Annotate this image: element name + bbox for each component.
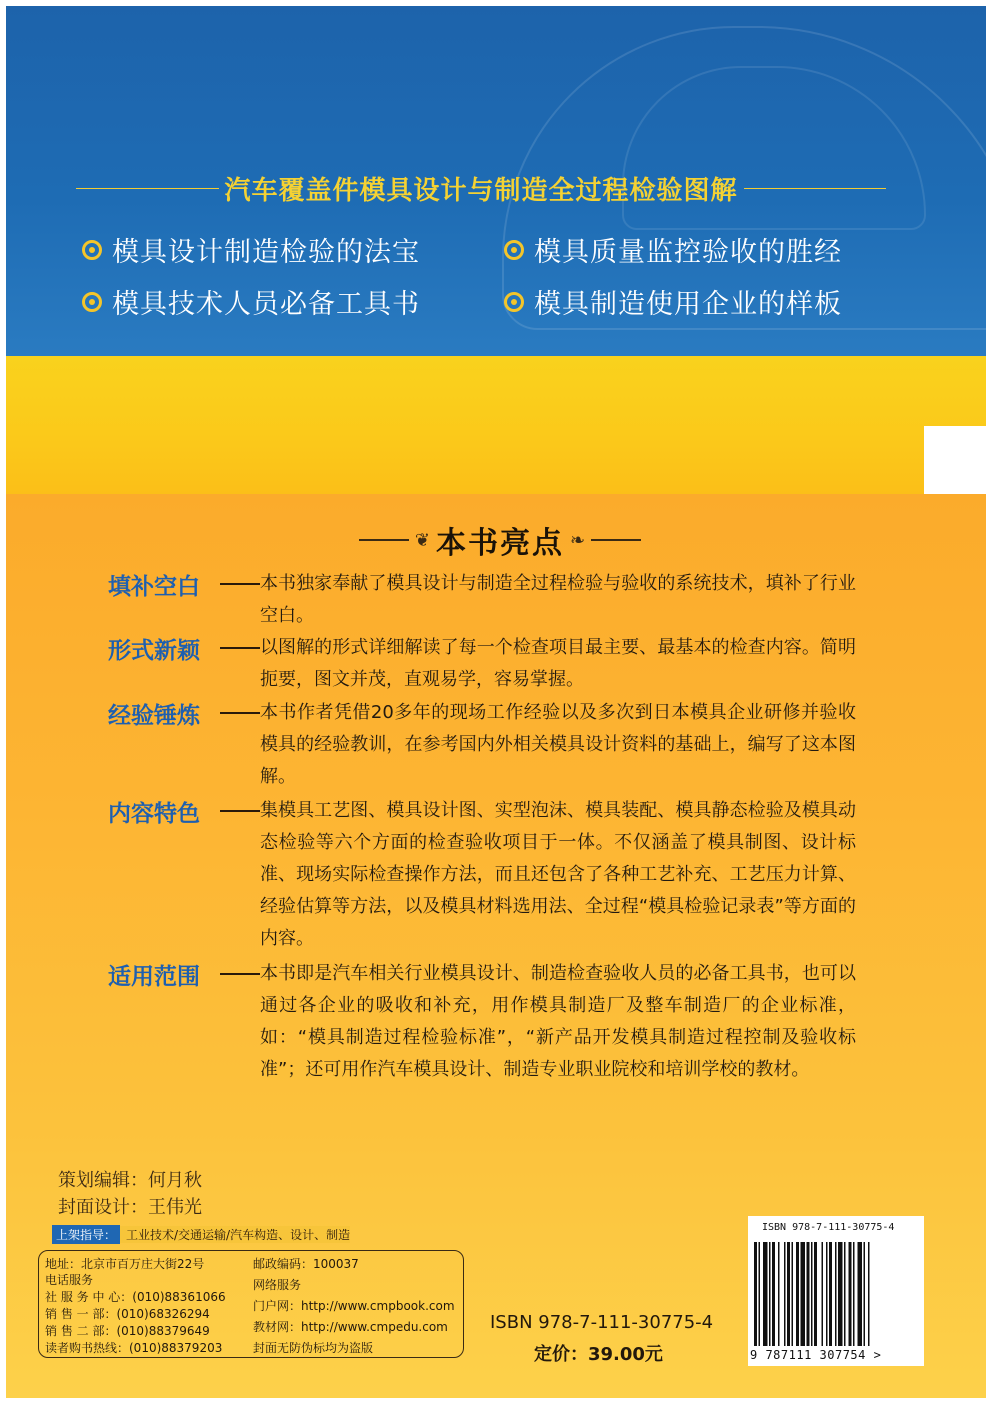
tagline-text: 汽车覆盖件模具设计与制造全过程检验图解: [224, 175, 738, 206]
feature-body: 本书作者凭借20多年的现场工作经验以及多次到日本模具企业研修并验收模具的经验教训，在参考国内外相关模具设计资料的基础上，编写了这本图解。: [260, 702, 856, 787]
slogan-text: 模具质量监控验收的胜经: [534, 237, 842, 268]
tagline-rule-right: [744, 188, 887, 189]
feature-heading: 填补空白: [108, 574, 200, 600]
feature-heading: 内容特色: [108, 801, 200, 827]
barcode-bar: [759, 1242, 761, 1346]
barcode-bar: [778, 1242, 780, 1346]
barcode-bar: [835, 1242, 837, 1346]
feature-heading: 形式新颖: [108, 638, 200, 664]
slogan-text: 模具设计制造检验的法宝: [112, 237, 420, 268]
feature-dash: [220, 712, 260, 714]
barcode-bar: [853, 1242, 855, 1346]
highlights-title: 本书亮点: [436, 526, 564, 561]
barcode-graphic: [754, 1242, 918, 1346]
slogan-item: [82, 282, 420, 321]
feature-dash: [220, 810, 260, 812]
feature-block: [108, 697, 858, 795]
slogan-item: [82, 230, 420, 269]
feature-body: 本书即是汽车相关行业模具设计、制造检查验收人员的必备工具书，也可以通过各企业的吸收和补充，用作模具制造厂及整车制造厂的企业标准，如：“模具制造过程检验标准”，“新产品开发模具制造过程控制及验收标准”；还可用作汽车模具设计、制造专业职业院校和培训学校的教材。: [260, 963, 856, 1080]
barcode-bar: [763, 1242, 768, 1346]
barcode-panel: [748, 1216, 924, 1366]
shelf-guide-label: 上架指导：: [52, 1225, 120, 1244]
price-text: 定价：39.00元: [534, 1344, 663, 1365]
barcode-digits: 9 787111 307754 >: [750, 1348, 882, 1362]
address-text: 地址：北京市百万庄大街22号: [45, 1257, 205, 1271]
ornament-left-icon: ❦: [414, 529, 430, 551]
edu-url: 教材网：http://www.cmpedu.com: [253, 1320, 448, 1334]
feature-heading: 适用范围: [108, 964, 200, 990]
highlights-heading: [290, 520, 710, 560]
barcode-bar: [826, 1242, 828, 1346]
barcode-bar: [814, 1242, 817, 1346]
sales-dept-2-phone: 销 售 二 部：(010)88379649: [45, 1324, 210, 1338]
barcode-bar: [796, 1242, 799, 1346]
barcode-bar: [844, 1242, 846, 1346]
barcode-bar: [858, 1242, 863, 1346]
bullet-circle-icon: [82, 292, 102, 312]
feature-block: [108, 568, 858, 632]
barcode-bar: [784, 1242, 786, 1346]
feature-dash: [220, 583, 260, 585]
yellow-middle-band: [6, 356, 986, 494]
tagline-rule-left: [76, 188, 219, 189]
feature-heading: 经验锤炼: [108, 703, 200, 729]
barcode-bar: [849, 1242, 852, 1346]
barcode-bar: [792, 1242, 794, 1346]
cover-design-credit: 封面设计：王伟光: [58, 1197, 202, 1218]
slogan-text: 模具制造使用企业的样板: [534, 289, 842, 320]
series-tagline: [76, 168, 886, 208]
barcode-bar: [769, 1242, 771, 1346]
ornament-right-icon: ❧: [570, 529, 586, 551]
barcode-bar: [811, 1242, 813, 1346]
feature-block: [108, 795, 858, 955]
feature-block: [108, 958, 858, 1118]
barcode-isbn-label: ISBN 978-7-111-30775-4: [762, 1222, 895, 1233]
anti-counterfeit-note: 封面无防伪标均为盗版: [253, 1341, 374, 1355]
feature-block: [108, 632, 858, 696]
feature-body: 本书独家奉献了模具设计与制造全过程检验与验收的系统技术，填补了行业空白。: [260, 573, 856, 626]
feature-dash: [220, 647, 260, 649]
portal-url: 门户网：http://www.cmpbook.com: [253, 1299, 455, 1313]
barcode-bar: [829, 1242, 832, 1346]
barcode-bar: [772, 1242, 775, 1346]
barcode-bar: [838, 1242, 843, 1346]
isbn-text: ISBN 978-7-111-30775-4: [490, 1312, 714, 1333]
barcode-bar: [787, 1242, 790, 1346]
phone-service-label: 电话服务: [45, 1273, 94, 1287]
feature-body: 集模具工艺图、模具设计图、实型泡沫、模具装配、模具静态检验及模具动态检验等六个方面的检查验收项目于一体。不仅涵盖了模具制图、设计标准、现场实际检查操作方法，而且还包含了各种工艺补充、工艺压力计算、经验估算等方法，以及模具材料选用法、全过程“模具检验记录表”等方面的内容。: [260, 800, 856, 949]
slogan-text: 模具技术人员必备工具书: [112, 289, 420, 320]
slogan-item: [504, 230, 842, 269]
shelf-guide-categories: 工业技术/交通运输/汽车构造、设计、制造: [120, 1226, 350, 1243]
bullet-circle-icon: [504, 292, 524, 312]
feature-body: 以图解的形式详细解读了每一个检查项目最主要、最基本的检查内容。简明扼要，图文并茂，直观易学，容易掌握。: [260, 637, 856, 690]
publisher-info-box: [38, 1250, 464, 1358]
shelf-guide: [52, 1224, 350, 1244]
cover-edge-strip: [924, 426, 986, 496]
bullet-circle-icon: [504, 240, 524, 260]
barcode-bar: [754, 1242, 757, 1346]
barcode-bar: [807, 1242, 810, 1346]
sales-dept-1-phone: 销 售 一 部：(010)68326294: [45, 1307, 210, 1321]
bullet-circle-icon: [82, 240, 102, 260]
barcode-bar: [864, 1242, 866, 1346]
postcode-text: 邮政编码：100037: [253, 1257, 359, 1271]
barcode-bar: [801, 1242, 806, 1346]
reader-hotline: 读者购书热线：(010)88379203: [45, 1341, 223, 1355]
service-center-phone: 社 服 务 中 心：(010)88361066: [45, 1290, 226, 1304]
feature-dash: [220, 973, 260, 975]
heading-rule-right: [591, 539, 641, 541]
barcode-bar: [822, 1242, 824, 1346]
net-service-label: 网络服务: [253, 1278, 302, 1292]
planner-credit: 策划编辑：何月秋: [58, 1170, 202, 1191]
heading-rule-left: [359, 539, 409, 541]
slogan-item: [504, 282, 842, 321]
barcode-bar: [868, 1242, 870, 1346]
